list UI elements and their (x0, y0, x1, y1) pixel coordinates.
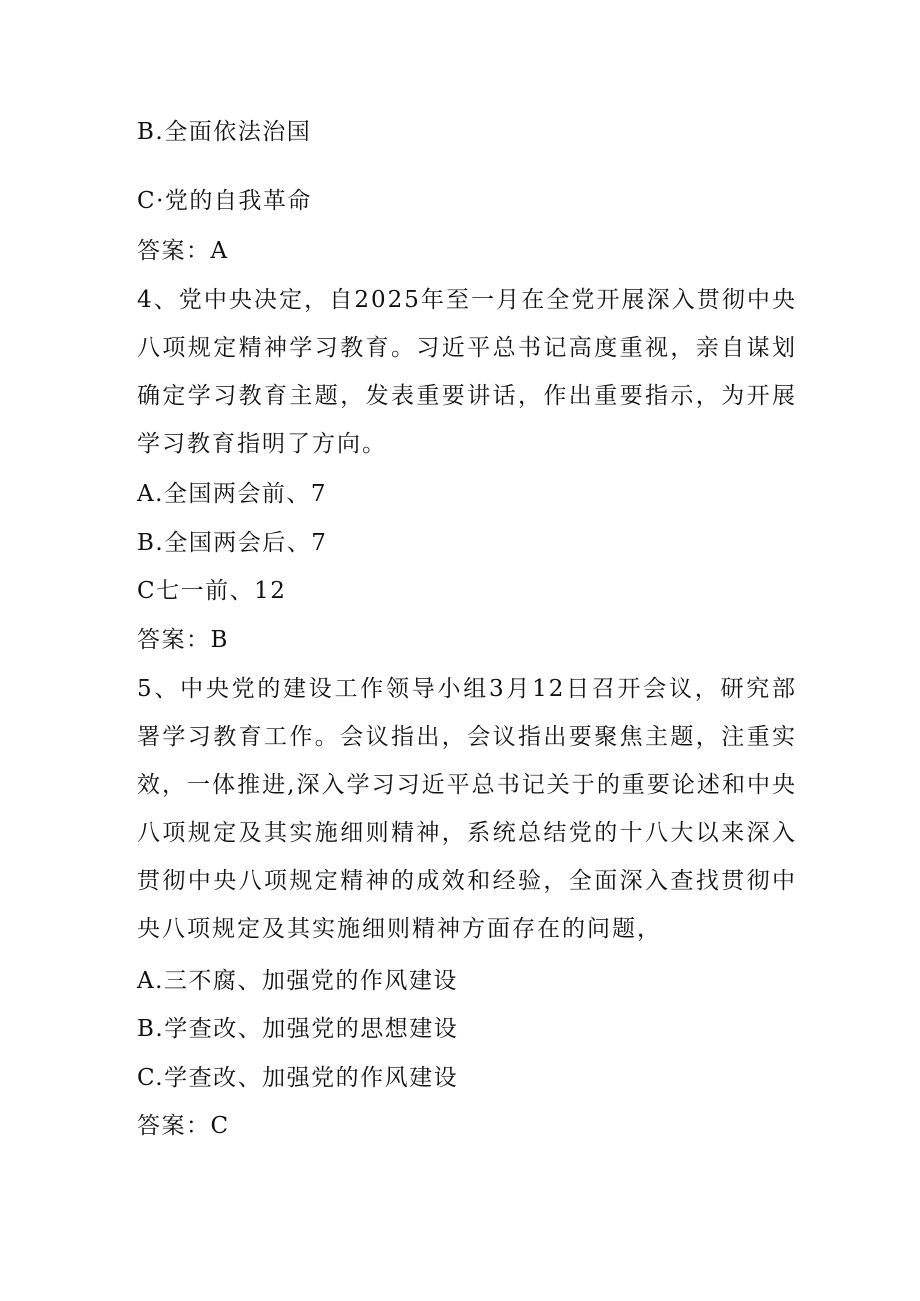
q5-option-b: B.学查改、加强党的思想建设 (137, 1016, 459, 1042)
q4-option-b: B.全国两会后、7 (137, 530, 328, 556)
q5-option-c: C.学查改、加强党的作风建设 (137, 1065, 459, 1091)
q4-option-a: A.全国两会前、7 (137, 481, 328, 507)
q3-option-c: C·党的自我革命 (137, 188, 312, 214)
q4-option-c: C七一前、12 (137, 578, 287, 604)
q3-option-b: B.全面依法治国 (137, 119, 312, 145)
q4-stem: 4、党中央决定，自2025年至一月在全党开展深入贯彻中央八项规定精神学习教育。习近平总书记高度重视，亲自谋划确定学习教育主题，发表重要讲话，作出重要指示，为开展学习教育指明了方向。 (137, 287, 797, 457)
q4-answer: 答案：B (137, 627, 229, 653)
q5-stem: 5、中央党的建设工作领导小组3月12日召开会议，研究部署学习教育工作。会议指出，会议指出要聚焦主题，注重实效，一体推进,深入学习习近平总书记关于的重要论述和中央八项规定及其实施细则精神，系统总结党的十八大以来深入贯彻中央八项规定精神的成效和经验，全面深入查找贯彻中央八项规定及其实施细则精神方面存在的问题， (137, 676, 797, 942)
q3-answer: 答案：A (137, 238, 229, 264)
q5-answer: 答案：C (137, 1113, 230, 1139)
q5-option-a: A.三不腐、加强党的作风建设 (137, 968, 458, 994)
